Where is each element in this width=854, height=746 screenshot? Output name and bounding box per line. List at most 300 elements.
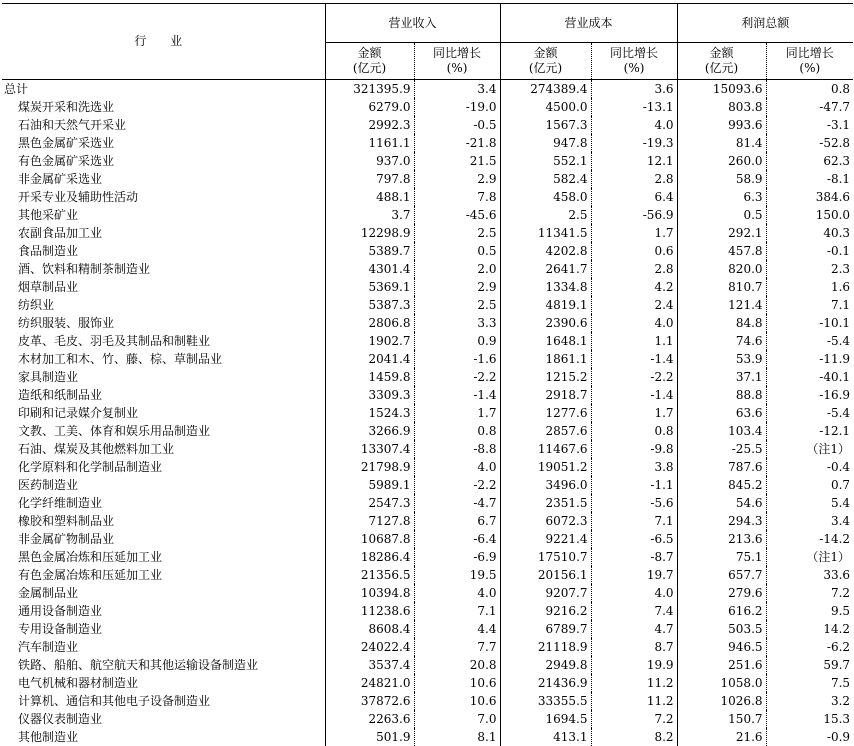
profit-growth-cell: -6.2 — [766, 638, 853, 656]
table-row — [2, 116, 853, 134]
revenue-growth-cell: 1.7 — [414, 404, 500, 422]
revenue-amount-cell: 1902.7 — [325, 332, 414, 350]
table-row — [2, 548, 853, 566]
cost-growth-cell: 0.6 — [591, 242, 677, 260]
table-row — [2, 332, 853, 350]
revenue-amount-cell: 488.1 — [325, 188, 414, 206]
industry-name-cell: 石油、煤炭及其他燃料加工业 — [2, 440, 325, 458]
cost-amount-cell: 552.1 — [500, 152, 591, 170]
cost-growth-cell: -6.5 — [591, 530, 677, 548]
cost-amount-cell: 21118.9 — [500, 638, 591, 656]
revenue-growth-cell: 3.4 — [414, 80, 500, 99]
profit-growth-cell: 3.4 — [766, 512, 853, 530]
cost-amount-cell: 9221.4 — [500, 530, 591, 548]
industry-name-cell: 医药制造业 — [2, 476, 325, 494]
industry-name-cell: 农副食品加工业 — [2, 224, 325, 242]
revenue-amount-cell: 7127.8 — [325, 512, 414, 530]
cost-growth-header — [591, 43, 677, 80]
cost-growth-cell: 4.2 — [591, 278, 677, 296]
profit-amount-cell: 53.9 — [677, 350, 766, 368]
table-row — [2, 656, 853, 674]
revenue-growth-cell: 7.8 — [414, 188, 500, 206]
table-row — [2, 728, 853, 746]
profit-growth-cell: -8.1 — [766, 170, 853, 188]
revenue-growth-cell: 10.6 — [414, 674, 500, 692]
cost-growth-cell: -9.8 — [591, 440, 677, 458]
profit-growth-cell: 59.7 — [766, 656, 853, 674]
cost-amount-cell: 1648.1 — [500, 332, 591, 350]
profit-amount-cell: 294.3 — [677, 512, 766, 530]
cost-amount-cell: 413.1 — [500, 728, 591, 746]
industry-finance-table — [2, 3, 853, 746]
cost-amount-cell: 17510.7 — [500, 548, 591, 566]
table-row — [2, 638, 853, 656]
revenue-growth-cell: -45.6 — [414, 206, 500, 224]
profit-amount-cell: 0.5 — [677, 206, 766, 224]
revenue-amount-cell: 3537.4 — [325, 656, 414, 674]
table-row — [2, 206, 853, 224]
revenue-growth-cell: 4.0 — [414, 584, 500, 602]
revenue-amount-cell: 2041.4 — [325, 350, 414, 368]
revenue-growth-cell: -6.4 — [414, 530, 500, 548]
profit-growth-cell: -14.2 — [766, 530, 853, 548]
industry-name-cell: 非金属矿采选业 — [2, 170, 325, 188]
profit-amount-cell: 88.8 — [677, 386, 766, 404]
cost-growth-cell: -5.6 — [591, 494, 677, 512]
table-row — [2, 386, 853, 404]
industry-name-cell: 黑色金属矿采选业 — [2, 134, 325, 152]
profit-amount-cell: 84.8 — [677, 314, 766, 332]
cost-growth-cell: 19.7 — [591, 566, 677, 584]
revenue-growth-cell: 7.0 — [414, 710, 500, 728]
table-row — [2, 278, 853, 296]
revenue-amount-cell: 5989.1 — [325, 476, 414, 494]
revenue-growth-cell: -8.8 — [414, 440, 500, 458]
profit-amount-cell: 150.7 — [677, 710, 766, 728]
table-row — [2, 458, 853, 476]
revenue-growth-cell: 4.0 — [414, 458, 500, 476]
revenue-growth-cell: 0.5 — [414, 242, 500, 260]
revenue-growth-cell: 21.5 — [414, 152, 500, 170]
industry-name-cell: 计算机、通信和其他电子设备制造业 — [2, 692, 325, 710]
profit-growth-cell: 2.3 — [766, 260, 853, 278]
profit-growth-cell: -47.7 — [766, 98, 853, 116]
profit-growth-cell: 384.6 — [766, 188, 853, 206]
profit-amount-cell: 845.2 — [677, 476, 766, 494]
cost-growth-cell: 7.1 — [591, 512, 677, 530]
cost-growth-cell: 4.7 — [591, 620, 677, 638]
profit-amount-cell: 213.6 — [677, 530, 766, 548]
profit-growth-cell: -0.1 — [766, 242, 853, 260]
profit-amount-cell: 81.4 — [677, 134, 766, 152]
revenue-amount-cell: 5387.3 — [325, 296, 414, 314]
cost-growth-cell: -13.1 — [591, 98, 677, 116]
profit-amount-cell: 820.0 — [677, 260, 766, 278]
cost-growth-cell: 8.7 — [591, 638, 677, 656]
cost-amount-cell: 11341.5 — [500, 224, 591, 242]
table-row — [2, 422, 853, 440]
table-row — [2, 674, 853, 692]
industry-name-cell: 石油和天然气开采业 — [2, 116, 325, 134]
profit-amount-cell: 1026.8 — [677, 692, 766, 710]
cost-growth-cell: 2.4 — [591, 296, 677, 314]
industry-header: 行 业 — [2, 4, 325, 80]
revenue-amount-cell: 21356.5 — [325, 566, 414, 584]
profit-growth-cell: -40.1 — [766, 368, 853, 386]
profit-amount-cell: 292.1 — [677, 224, 766, 242]
revenue-growth-cell: -19.0 — [414, 98, 500, 116]
profit-growth-cell: -10.1 — [766, 314, 853, 332]
profit-amount-cell: 75.1 — [677, 548, 766, 566]
industry-name-cell: 酒、饮料和精制茶制造业 — [2, 260, 325, 278]
revenue-amount-cell: 4301.4 — [325, 260, 414, 278]
table-row — [2, 152, 853, 170]
table-row — [2, 602, 853, 620]
revenue-growth-cell: 2.5 — [414, 224, 500, 242]
cost-amount-cell: 6789.7 — [500, 620, 591, 638]
revenue-amount-cell: 2263.6 — [325, 710, 414, 728]
cost-growth-cell: 3.8 — [591, 458, 677, 476]
revenue-growth-header — [414, 43, 500, 80]
revenue-amount-cell: 2992.3 — [325, 116, 414, 134]
revenue-growth-cell: 19.5 — [414, 566, 500, 584]
profit-amount-cell: 63.6 — [677, 404, 766, 422]
cost-growth-cell: 6.4 — [591, 188, 677, 206]
revenue-growth-cell: 2.9 — [414, 170, 500, 188]
profit-growth-cell: 7.5 — [766, 674, 853, 692]
cost-amount-cell: 9207.7 — [500, 584, 591, 602]
industry-name-cell: 铁路、船舶、航空航天和其他运输设备制造业 — [2, 656, 325, 674]
cost-growth-cell: -1.4 — [591, 350, 677, 368]
cost-amount-cell: 4202.8 — [500, 242, 591, 260]
profit-amount-cell: 787.6 — [677, 458, 766, 476]
amount-label: 金额 — [534, 46, 558, 60]
profit-growth-cell: 9.5 — [766, 602, 853, 620]
cost-growth-cell: 7.4 — [591, 602, 677, 620]
revenue-growth-cell: 2.5 — [414, 296, 500, 314]
cost-amount-cell: 33355.5 — [500, 692, 591, 710]
profit-growth-cell: 150.0 — [766, 206, 853, 224]
cost-growth-cell: 1.7 — [591, 404, 677, 422]
revenue-growth-cell: -0.5 — [414, 116, 500, 134]
profit-growth-cell: 0.8 — [766, 80, 853, 99]
growth-label: 同比增长 — [610, 46, 658, 60]
revenue-amount-cell: 21798.9 — [325, 458, 414, 476]
cost-growth-cell: 11.2 — [591, 674, 677, 692]
cost-amount-cell: 9216.2 — [500, 602, 591, 620]
revenue-amount-cell: 797.8 — [325, 170, 414, 188]
table-row — [2, 692, 853, 710]
revenue-amount-cell: 12298.9 — [325, 224, 414, 242]
cost-growth-cell: -19.3 — [591, 134, 677, 152]
revenue-growth-cell: -2.2 — [414, 476, 500, 494]
cost-growth-cell: 1.7 — [591, 224, 677, 242]
profit-growth-cell: -11.9 — [766, 350, 853, 368]
revenue-growth-cell: 2.0 — [414, 260, 500, 278]
revenue-amount-cell: 3.7 — [325, 206, 414, 224]
table-row — [2, 350, 853, 368]
cost-growth-cell: 2.8 — [591, 170, 677, 188]
amount-label: 金额 — [710, 46, 734, 60]
cost-amount-cell: 21436.9 — [500, 674, 591, 692]
profit-amount-cell: 58.9 — [677, 170, 766, 188]
industry-name-cell: 开采专业及辅助性活动 — [2, 188, 325, 206]
profit-growth-cell: -0.4 — [766, 458, 853, 476]
industry-name-cell: 纺织业 — [2, 296, 325, 314]
cost-amount-cell: 11467.6 — [500, 440, 591, 458]
industry-name-cell: 黑色金属冶炼和压延加工业 — [2, 548, 325, 566]
industry-name-cell: 汽车制造业 — [2, 638, 325, 656]
industry-name-cell: 文教、工美、体育和娱乐用品制造业 — [2, 422, 325, 440]
revenue-growth-cell: -21.8 — [414, 134, 500, 152]
revenue-growth-cell: 3.3 — [414, 314, 500, 332]
revenue-amount-cell: 321395.9 — [325, 80, 414, 99]
profit-growth-cell: 7.1 — [766, 296, 853, 314]
industry-name-cell: 印刷和记录媒介复制业 — [2, 404, 325, 422]
industry-name-cell: 有色金属矿采选业 — [2, 152, 325, 170]
table-row — [2, 620, 853, 638]
revenue-amount-cell: 5369.1 — [325, 278, 414, 296]
industry-name-cell: 总计 — [2, 80, 325, 99]
table-row — [2, 260, 853, 278]
profit-amount-cell: 1058.0 — [677, 674, 766, 692]
profit-growth-cell: 7.2 — [766, 584, 853, 602]
profit-growth-cell: -5.4 — [766, 404, 853, 422]
revenue-amount-cell: 3266.9 — [325, 422, 414, 440]
cost-amount-cell: 458.0 — [500, 188, 591, 206]
table-header — [2, 4, 853, 80]
revenue-amount-cell: 11238.6 — [325, 602, 414, 620]
revenue-growth-cell: 4.4 — [414, 620, 500, 638]
cost-amount-header — [500, 43, 591, 80]
revenue-amount-cell: 37872.6 — [325, 692, 414, 710]
profit-growth-cell: 62.3 — [766, 152, 853, 170]
growth-label: 同比增长 — [433, 46, 481, 60]
revenue-amount-cell: 10687.8 — [325, 530, 414, 548]
growth-unit: (%) — [624, 61, 645, 75]
profit-growth-cell: 1.6 — [766, 278, 853, 296]
revenue-amount-cell: 501.9 — [325, 728, 414, 746]
profit-growth-header — [766, 43, 853, 80]
profit-amount-cell: 6.3 — [677, 188, 766, 206]
revenue-amount-cell: 1524.3 — [325, 404, 414, 422]
revenue-growth-cell: 6.7 — [414, 512, 500, 530]
revenue-amount-cell: 13307.4 — [325, 440, 414, 458]
profit-growth-cell: 3.2 — [766, 692, 853, 710]
profit-amount-cell: 15093.6 — [677, 80, 766, 99]
cost-growth-cell: 11.2 — [591, 692, 677, 710]
profit-amount-cell: 251.6 — [677, 656, 766, 674]
profit-amount-cell: 103.4 — [677, 422, 766, 440]
profit-growth-cell: 40.3 — [766, 224, 853, 242]
revenue-growth-cell: -6.9 — [414, 548, 500, 566]
cost-amount-cell: 20156.1 — [500, 566, 591, 584]
cost-amount-cell: 19051.2 — [500, 458, 591, 476]
cost-amount-cell: 1861.1 — [500, 350, 591, 368]
profit-amount-cell: 946.5 — [677, 638, 766, 656]
profit-growth-cell: -52.8 — [766, 134, 853, 152]
revenue-growth-cell: 7.1 — [414, 602, 500, 620]
profit-growth-cell: 15.3 — [766, 710, 853, 728]
cost-growth-cell: 2.8 — [591, 260, 677, 278]
profit-growth-cell: 14.2 — [766, 620, 853, 638]
growth-label: 同比增长 — [786, 46, 834, 60]
table-row — [2, 710, 853, 728]
industry-name-cell: 食品制造业 — [2, 242, 325, 260]
revenue-amount-cell: 937.0 — [325, 152, 414, 170]
table-row — [2, 314, 853, 332]
cost-growth-cell: -56.9 — [591, 206, 677, 224]
amount-unit: (亿元) — [705, 61, 738, 75]
table-row — [2, 242, 853, 260]
revenue-growth-cell: 10.6 — [414, 692, 500, 710]
industry-name-cell: 其他制造业 — [2, 728, 325, 746]
profit-amount-cell: 503.5 — [677, 620, 766, 638]
profit-growth-cell: 5.4 — [766, 494, 853, 512]
profit-amount-cell: 121.4 — [677, 296, 766, 314]
profit-growth-cell: -3.1 — [766, 116, 853, 134]
revenue-amount-cell: 24022.4 — [325, 638, 414, 656]
revenue-growth-cell: 2.9 — [414, 278, 500, 296]
revenue-growth-cell: -1.6 — [414, 350, 500, 368]
growth-unit: (%) — [799, 61, 820, 75]
table-row — [2, 494, 853, 512]
revenue-growth-cell: -4.7 — [414, 494, 500, 512]
table-row — [2, 530, 853, 548]
cost-growth-cell: 4.0 — [591, 584, 677, 602]
cost-amount-cell: 4500.0 — [500, 98, 591, 116]
profit-growth-cell: 0.7 — [766, 476, 853, 494]
amount-unit: (亿元) — [353, 61, 386, 75]
cost-amount-cell: 2351.5 — [500, 494, 591, 512]
cost-amount-cell: 2918.7 — [500, 386, 591, 404]
cost-amount-cell: 274389.4 — [500, 80, 591, 99]
revenue-amount-cell: 3309.3 — [325, 386, 414, 404]
revenue-amount-cell: 6279.0 — [325, 98, 414, 116]
cost-growth-cell: 19.9 — [591, 656, 677, 674]
cost-growth-cell: 1.1 — [591, 332, 677, 350]
cost-growth-cell: -2.2 — [591, 368, 677, 386]
industry-name-cell: 木材加工和木、竹、藤、棕、草制品业 — [2, 350, 325, 368]
table-row — [2, 404, 853, 422]
industry-name-cell: 化学原料和化学制品制造业 — [2, 458, 325, 476]
table-row — [2, 512, 853, 530]
table-row — [2, 584, 853, 602]
table-row — [2, 80, 853, 99]
industry-name-cell: 纺织服装、服饰业 — [2, 314, 325, 332]
table-body — [2, 80, 853, 746]
cost-amount-cell: 1567.3 — [500, 116, 591, 134]
revenue-growth-cell: 8.1 — [414, 728, 500, 746]
cost-amount-cell: 3496.0 — [500, 476, 591, 494]
cost-amount-cell: 582.4 — [500, 170, 591, 188]
cost-amount-cell: 2390.6 — [500, 314, 591, 332]
cost-growth-cell: -8.7 — [591, 548, 677, 566]
industry-name-cell: 化学纤维制造业 — [2, 494, 325, 512]
profit-amount-cell: 260.0 — [677, 152, 766, 170]
profit-growth-cell: 33.6 — [766, 566, 853, 584]
revenue-amount-cell: 1161.1 — [325, 134, 414, 152]
profit-amount-cell: 37.1 — [677, 368, 766, 386]
table-row — [2, 566, 853, 584]
industry-name-cell: 橡胶和塑料制品业 — [2, 512, 325, 530]
cost-growth-cell: 12.1 — [591, 152, 677, 170]
table-row — [2, 476, 853, 494]
profit-growth-cell: （注1） — [766, 548, 853, 566]
profit-amount-cell: 810.7 — [677, 278, 766, 296]
revenue-growth-cell: -2.2 — [414, 368, 500, 386]
revenue-amount-cell: 18286.4 — [325, 548, 414, 566]
profit-growth-cell: -16.9 — [766, 386, 853, 404]
cost-amount-cell: 6072.3 — [500, 512, 591, 530]
profit-header: 利润总额 — [677, 4, 853, 43]
profit-amount-cell: 21.6 — [677, 728, 766, 746]
industry-name-cell: 家具制造业 — [2, 368, 325, 386]
cost-growth-cell: 3.6 — [591, 80, 677, 99]
cost-amount-cell: 1215.2 — [500, 368, 591, 386]
table-row — [2, 368, 853, 386]
cost-amount-cell: 1694.5 — [500, 710, 591, 728]
table-row — [2, 98, 853, 116]
profit-growth-cell: （注1） — [766, 440, 853, 458]
amount-label: 金额 — [357, 46, 381, 60]
revenue-amount-cell: 8608.4 — [325, 620, 414, 638]
cost-amount-cell: 1334.8 — [500, 278, 591, 296]
revenue-amount-cell: 2547.3 — [325, 494, 414, 512]
industry-name-cell: 专用设备制造业 — [2, 620, 325, 638]
revenue-amount-cell: 2806.8 — [325, 314, 414, 332]
profit-amount-cell: 993.6 — [677, 116, 766, 134]
profit-amount-cell: 54.6 — [677, 494, 766, 512]
profit-growth-cell: -0.9 — [766, 728, 853, 746]
cost-amount-cell: 4819.1 — [500, 296, 591, 314]
profit-amount-cell: 74.6 — [677, 332, 766, 350]
industry-name-cell: 电气机械和器材制造业 — [2, 674, 325, 692]
profit-growth-cell: -12.1 — [766, 422, 853, 440]
cost-amount-cell: 2857.6 — [500, 422, 591, 440]
profit-amount-cell: 279.6 — [677, 584, 766, 602]
profit-amount-cell: 803.8 — [677, 98, 766, 116]
profit-amount-cell: 457.8 — [677, 242, 766, 260]
table-row — [2, 296, 853, 314]
industry-name-cell: 金属制品业 — [2, 584, 325, 602]
profit-amount-cell: 616.2 — [677, 602, 766, 620]
cost-growth-cell: 0.8 — [591, 422, 677, 440]
revenue-amount-header — [325, 43, 414, 80]
industry-name-cell: 非金属矿物制品业 — [2, 530, 325, 548]
industry-name-cell: 仪器仪表制造业 — [2, 710, 325, 728]
industry-name-cell: 煤炭开采和洗选业 — [2, 98, 325, 116]
cost-amount-cell: 1277.6 — [500, 404, 591, 422]
cost-growth-cell: -1.1 — [591, 476, 677, 494]
cost-growth-cell: -1.4 — [591, 386, 677, 404]
revenue-amount-cell: 5389.7 — [325, 242, 414, 260]
cost-growth-cell: 8.2 — [591, 728, 677, 746]
industry-name-cell: 皮革、毛皮、羽毛及其制品和制鞋业 — [2, 332, 325, 350]
cost-growth-cell: 4.0 — [591, 314, 677, 332]
revenue-amount-cell: 1459.8 — [325, 368, 414, 386]
cost-growth-cell: 7.2 — [591, 710, 677, 728]
industry-name-cell: 造纸和纸制品业 — [2, 386, 325, 404]
table-row — [2, 134, 853, 152]
table-row — [2, 188, 853, 206]
profit-amount-cell: -25.5 — [677, 440, 766, 458]
table-row — [2, 224, 853, 242]
growth-unit: (%) — [447, 61, 468, 75]
revenue-growth-cell: 7.7 — [414, 638, 500, 656]
revenue-growth-cell: -1.4 — [414, 386, 500, 404]
cost-amount-cell: 2.5 — [500, 206, 591, 224]
